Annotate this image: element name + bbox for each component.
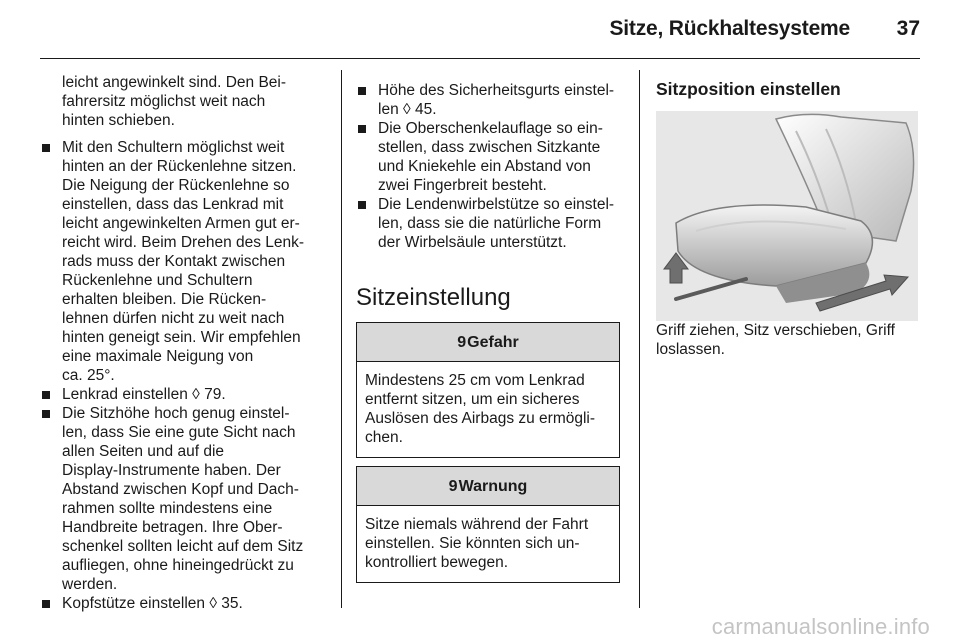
section-heading: Sitzeinstellung [356,284,511,311]
middle-column [356,81,626,583]
bullet-list [40,138,332,613]
text-line: entfernt sitzen, um ein sicheres [365,391,580,408]
text-line: Sitze niemals während der Fahrt [365,516,589,533]
text-line: reicht wird. Beim Drehen des Lenk- [62,234,305,251]
continuation-paragraph [40,73,332,130]
bullet-list [356,81,626,252]
list-item [40,594,332,613]
text-line: Die Oberschenkelauflage so ein- [378,120,603,137]
photo-caption [656,321,922,359]
list-item [40,404,332,594]
danger-box [356,322,620,458]
text-line: Auslösen des Airbags zu ermögli- [365,410,596,427]
list-item [40,385,332,404]
text-line: len, dass sie die natürliche Form [378,215,602,232]
text-line: Kopfstütze einstellen ◊ 35. [62,595,243,612]
seat-illustration [656,111,918,321]
warning-triangle-icon: 9 [448,477,458,495]
header-title: Sitze, Rückhaltesysteme [609,17,850,40]
text-line: loslassen. [656,341,725,358]
text-line: aufliegen, ohne hineingedrückt zu [62,557,294,574]
warning-box-title: Warnung [458,477,528,495]
text-line: Die Lendenwirbelstütze so einstel- [378,196,615,213]
page-number: 37 [896,17,920,40]
text-line: chen. [365,429,403,446]
text-line: der Wirbelsäule unterstützt. [378,234,567,251]
text-line: Mit den Schultern möglichst weit [62,139,285,156]
text-line: stellen, dass zwischen Sitzkante [378,139,601,156]
text-line: erhalten bleiben. Die Rücken- [62,291,267,308]
text-line: Höhe des Sicherheitsgurts einstel- [378,82,615,99]
text-line: hinten geneigt sein. Wir empfehlen [62,329,301,346]
warning-box [356,466,620,583]
text-line: werden. [62,576,118,593]
text-line: lehnen dürfen nicht zu weit nach [62,310,285,327]
text-line: Die Neigung der Rückenlehne so [62,177,290,194]
text-line: zwei Fingerbreit besteht. [378,177,547,194]
left-column [40,73,332,613]
header-rule [40,58,920,59]
list-item [356,81,626,119]
list-item [40,138,332,385]
text-line: Griff ziehen, Sitz verschieben, Griff [656,322,895,339]
text-line: rahmen sollte mindestens eine [62,500,273,517]
watermark: carmanualsonline.info [711,614,930,639]
text-line: Abstand zwischen Kopf und Dach- [62,481,299,498]
text-line: ca. 25°. [62,367,115,384]
text-line: einstellen, dass das Lenkrad mit [62,196,284,213]
text-line: und Kniekehle ein Abstand von [378,158,591,175]
column-divider-left [341,70,342,608]
warning-triangle-icon: 9 [457,333,467,351]
text-line: Rückenlehne und Schultern [62,272,253,289]
text-line: hinten schieben. [62,112,175,129]
text-line: rads muss der Kontakt zwischen [62,253,286,270]
danger-box-body [357,362,619,457]
text-line: leicht angewinkelten Armen gut er- [62,215,300,232]
list-item [356,119,626,195]
warning-box-header [357,467,619,506]
text-line: fahrersitz möglichst weit nach [62,93,266,110]
text-line: leicht angewinkelt sind. Den Bei- [62,74,287,91]
text-line: Handbreite betragen. Ihre Ober- [62,519,283,536]
sub-heading: Sitzposition einstellen [656,79,841,99]
danger-box-title: Gefahr [467,333,519,351]
right-column [656,78,922,359]
text-line: allen Seiten und auf die [62,443,225,460]
text-line: len, dass Sie eine gute Sicht nach [62,424,296,441]
column-divider-right [639,70,640,608]
warning-box-body [357,506,619,582]
text-line: einstellen. Sie könnten sich un- [365,535,580,552]
text-line: Die Sitzhöhe hoch genug einstel- [62,405,290,422]
list-item [356,195,626,252]
text-line: len ◊ 45. [378,101,437,118]
text-line: Lenkrad einstellen ◊ 79. [62,386,226,403]
seat-adjustment-photo [656,111,918,321]
text-line: Display-Instrumente haben. Der [62,462,281,479]
text-line: hinten an der Rückenlehne sitzen. [62,158,297,175]
text-line: schenkel sollten leicht auf dem Sitz [62,538,304,555]
danger-box-header [357,323,619,362]
text-line: eine maximale Neigung von [62,348,254,365]
text-line: Mindestens 25 cm vom Lenkrad [365,372,585,389]
text-line: kontrolliert bewegen. [365,554,509,571]
